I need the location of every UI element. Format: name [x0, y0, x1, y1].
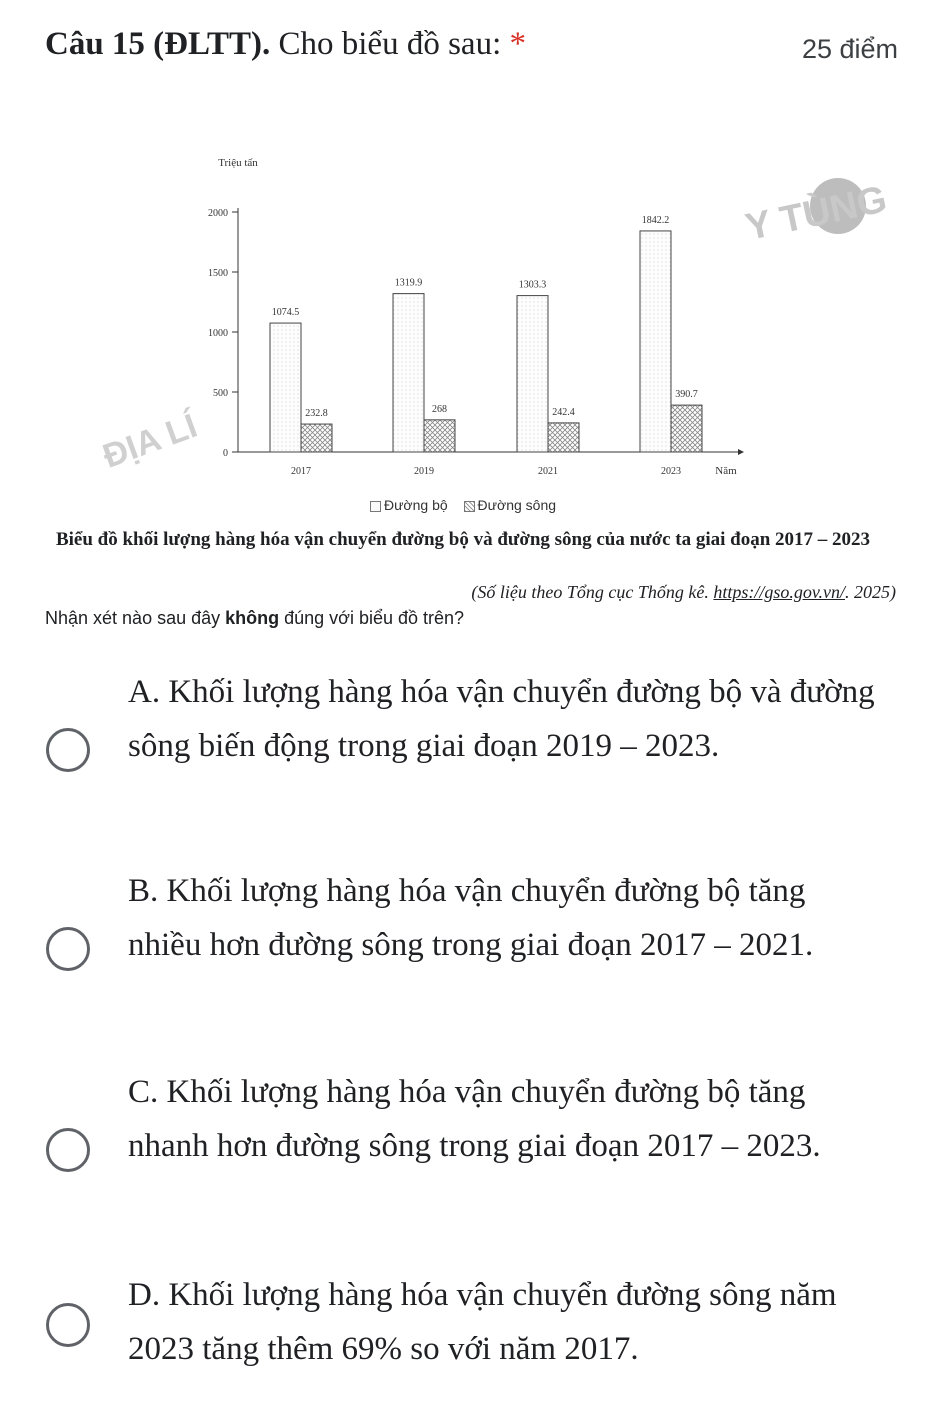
question-title — [45, 26, 526, 63]
bar-road — [640, 231, 671, 452]
x-axis-arrow — [738, 449, 744, 455]
bar-river — [671, 405, 702, 452]
y-axis-title: Triệu tấn — [218, 157, 258, 169]
prompt-text: Nhận xét nào sau đây — [45, 608, 226, 628]
x-tick-label: 2021 — [538, 466, 558, 477]
prompt-text-end: đúng với biểu đồ trên? — [279, 608, 465, 628]
option-a-label[interactable]: A. Khối lượng hàng hóa vận chuyển đường bộ và đường sông biến động trong giai đoạn 2019 – 2023. — [128, 674, 875, 764]
legend-label-river: Đường sông — [477, 497, 557, 513]
data-label-river: 242.4 — [552, 406, 575, 418]
option-d-label[interactable]: D. Khối lượng hàng hóa vận chuyển đường sông năm 2023 tăng thêm 69% so với năm 2017. — [128, 1277, 837, 1367]
x-tick-label: 2017 — [291, 466, 311, 477]
watermark-left: ĐỊA LÍ — [98, 406, 203, 476]
data-label-river: 390.7 — [675, 389, 698, 401]
y-tick-label: 500 — [213, 388, 228, 399]
bar-road — [393, 294, 424, 452]
legend-item-river — [464, 497, 556, 513]
data-label-road: 1319.9 — [394, 277, 423, 289]
data-label-river: 232.8 — [305, 408, 328, 420]
question-number: Câu 15 (ĐLTT). — [45, 26, 271, 62]
legend-swatch-river — [464, 501, 475, 512]
radio-option-c[interactable] — [46, 1128, 90, 1172]
source-link[interactable]: https://gso.gov.vn/ — [713, 582, 845, 602]
chart-labels — [272, 215, 698, 477]
y-tick-label: 0 — [223, 448, 228, 459]
legend-item-road — [370, 497, 448, 513]
option-c-label[interactable]: C. Khối lượng hàng hóa vận chuyển đường bộ tăng nhanh hơn đường sông trong giai đoạn 2017 – 2023. — [128, 1074, 821, 1164]
y-tick-label: 1000 — [208, 328, 228, 339]
chart-bars — [270, 231, 702, 452]
watermark-right: Y TÙNG — [742, 178, 891, 250]
chart-caption: Biểu đồ khối lượng hàng hóa vận chuyển đường bộ và đường sông của nước ta giai đoạn 2017 – 2023 — [55, 529, 871, 550]
y-tick-label: 2000 — [208, 208, 228, 219]
bar-road — [270, 323, 301, 452]
data-label-river: 268 — [432, 403, 447, 415]
question-text: Cho biểu đồ sau: — [270, 26, 502, 62]
source-tail: . 2025) — [845, 582, 896, 602]
bar-river — [424, 420, 455, 452]
bar-road — [517, 296, 548, 452]
x-tick-label: 2019 — [414, 466, 434, 477]
required-asterisk: * — [509, 26, 526, 62]
prompt-emphasis: không — [225, 608, 280, 628]
y-tick-label: 1500 — [208, 268, 228, 279]
question-prompt — [45, 608, 464, 629]
x-axis-title: Năm — [715, 465, 737, 477]
x-tick-label: 2023 — [661, 466, 681, 477]
radio-option-b[interactable] — [46, 927, 90, 971]
radio-option-a[interactable] — [46, 728, 90, 772]
data-label-road: 1303.3 — [518, 279, 547, 291]
bar-river — [548, 423, 579, 452]
option-b-label[interactable]: B. Khối lượng hàng hóa vận chuyển đường bộ tăng nhiều hơn đường sông trong giai đoạn 2017 – 2021. — [128, 873, 814, 963]
bar-river — [301, 424, 332, 452]
chart-source — [471, 582, 896, 603]
source-text: (Số liệu theo Tổng cục Thống kê. — [471, 582, 714, 602]
points-badge: 25 điểm — [801, 34, 898, 64]
data-label-road: 1074.5 — [271, 307, 300, 319]
chart-legend — [0, 497, 926, 513]
radio-option-d[interactable] — [46, 1303, 90, 1347]
legend-label-road: Đường bộ — [383, 497, 448, 513]
data-label-road: 1842.2 — [641, 214, 670, 226]
legend-swatch-road — [370, 501, 381, 512]
